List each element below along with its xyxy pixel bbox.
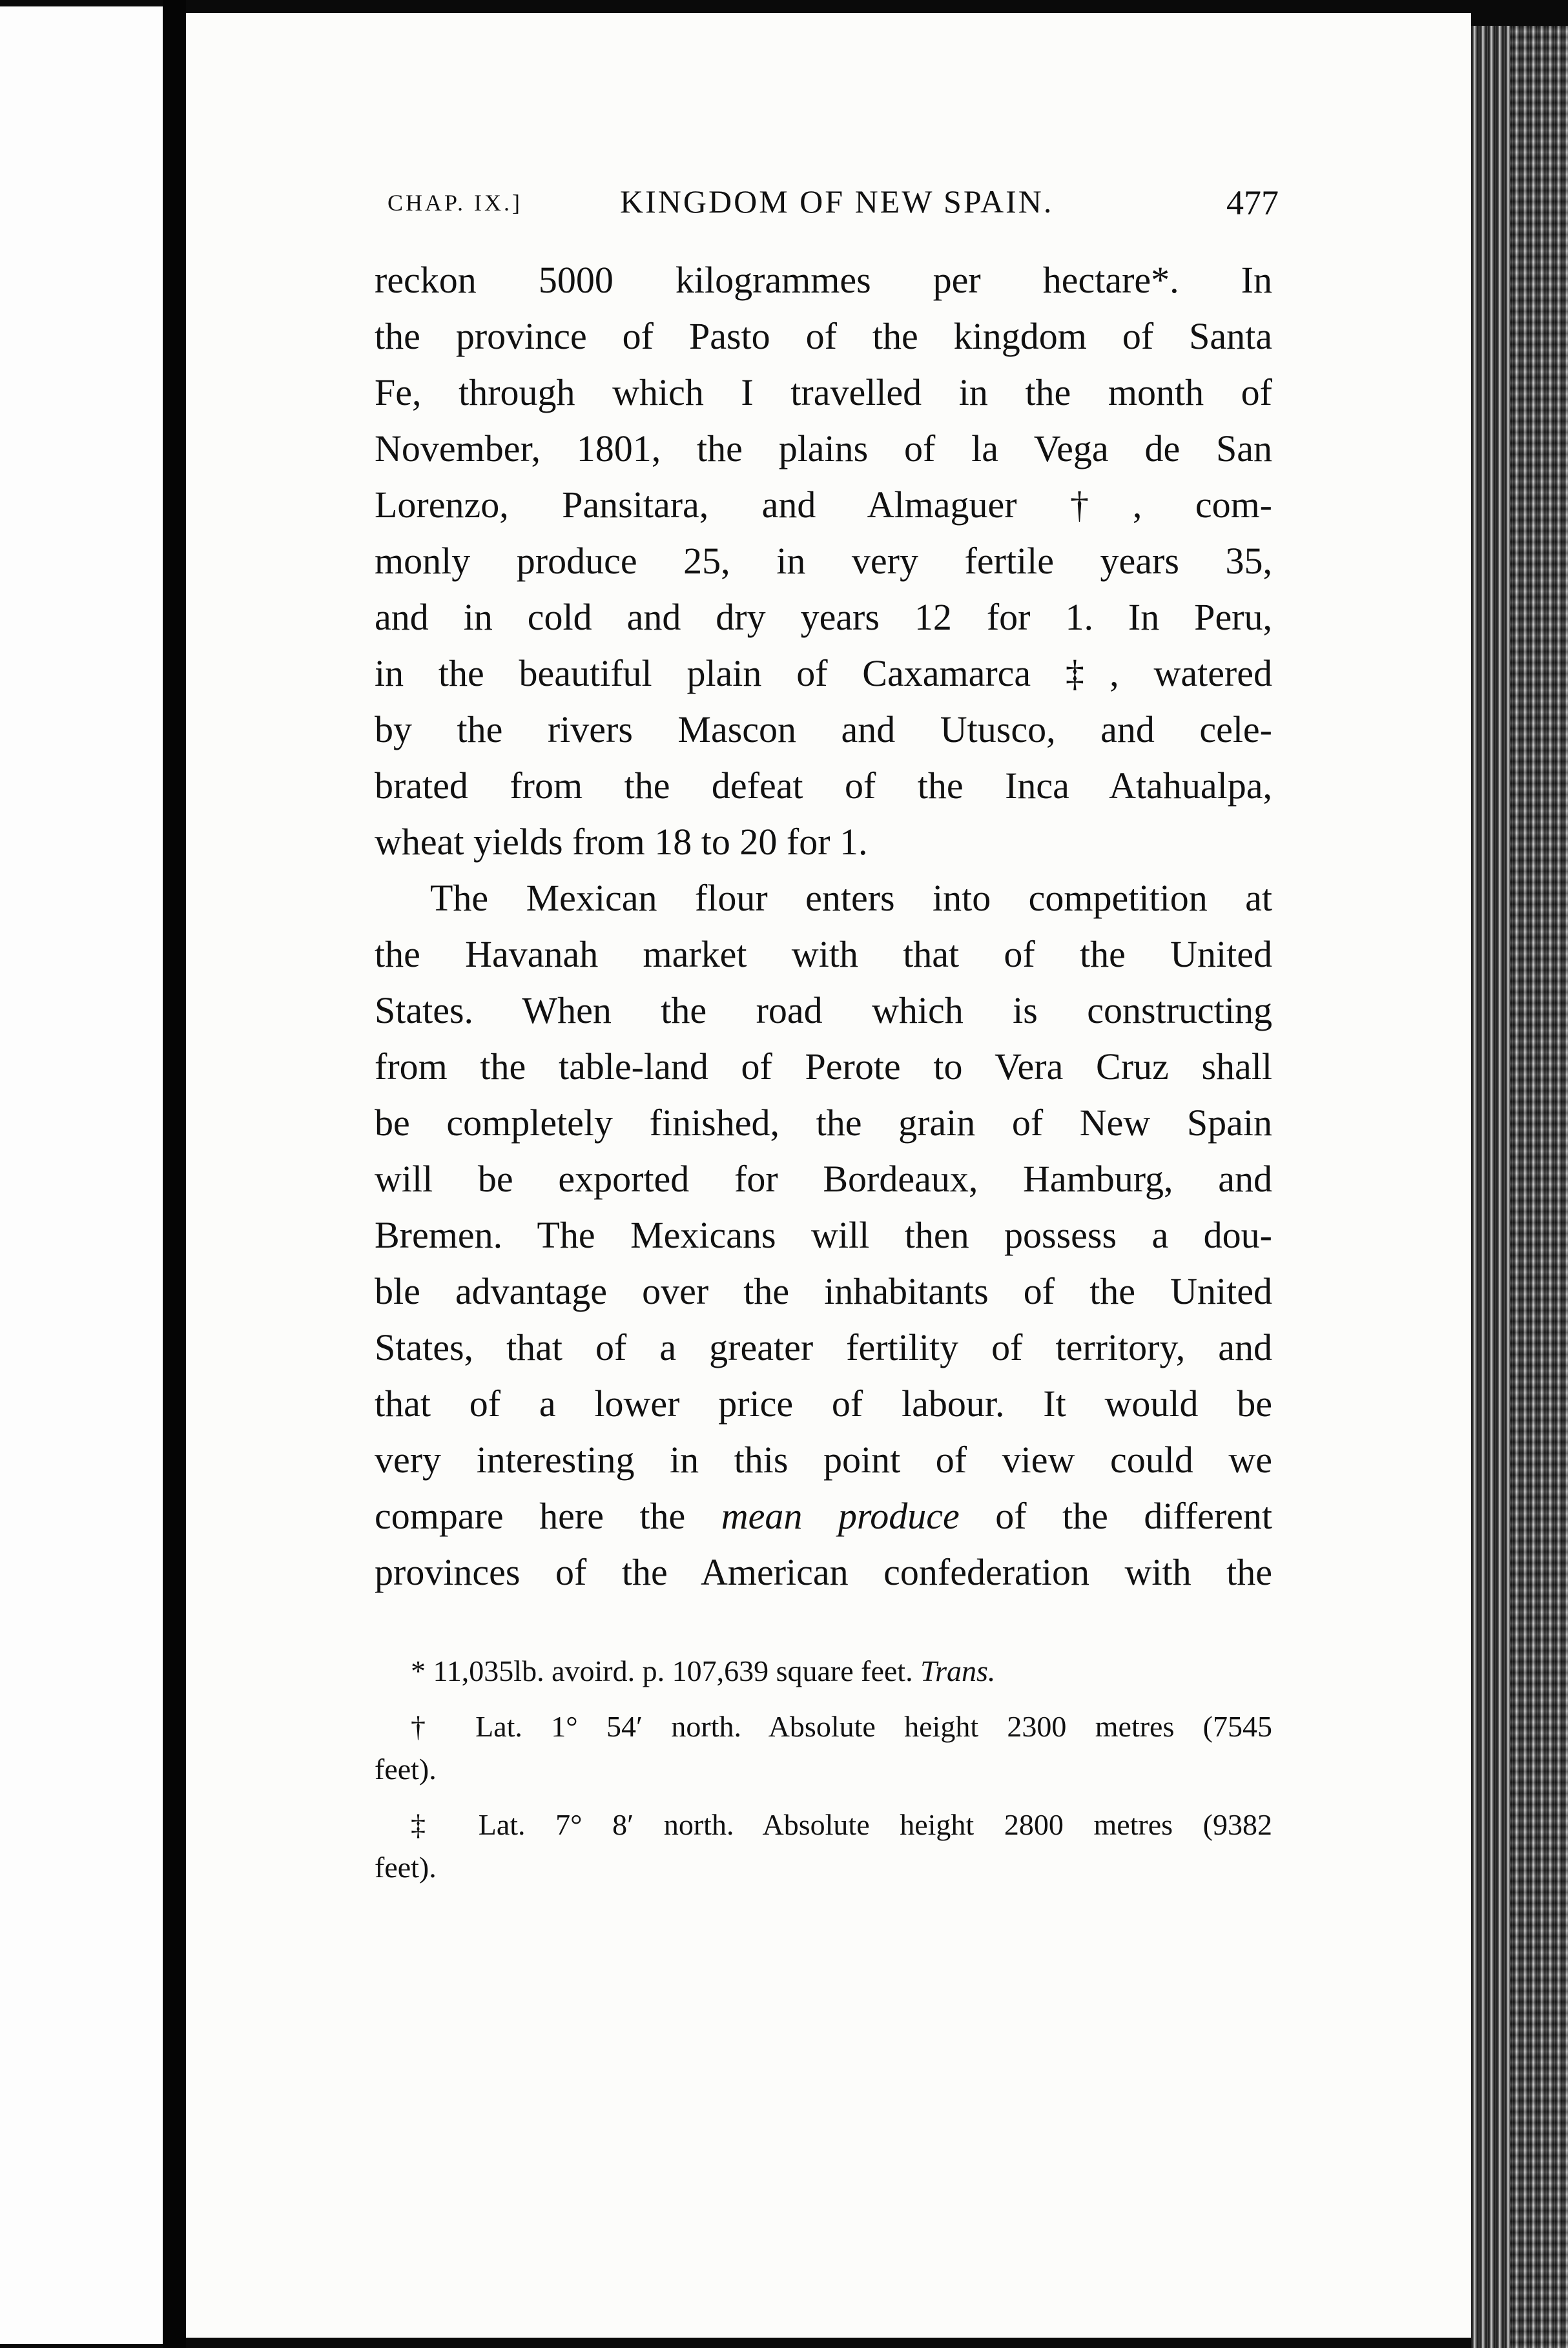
text-line: the province of Pasto of the kingdom of Santa bbox=[375, 315, 1272, 357]
text-line: in the beautiful plain of Caxamarca ‡, watered bbox=[375, 652, 1272, 694]
text-line: Lorenzo, Pansitara, and Almaguer †, com- bbox=[375, 484, 1272, 526]
text-line: monly produce 25, in very fertile years 35, bbox=[375, 540, 1272, 582]
text-line: by the rivers Mascon and Utusco, and cele- bbox=[375, 708, 1272, 750]
text-line: States, that of a greater fertility of territory, and bbox=[375, 1326, 1272, 1368]
line-part: of the different bbox=[995, 1495, 1272, 1537]
text-line: reckon 5000 kilogrammes per hectare*. In bbox=[375, 259, 1272, 301]
footnote-2: † Lat. 1° 54′ north. Absolute height 2300 metres (7545 bbox=[411, 1710, 1272, 1743]
italic-phrase: mean produce bbox=[721, 1495, 960, 1537]
book-gutter bbox=[163, 0, 186, 2348]
text-line: from the table-land of Perote to Vera Cruz shall bbox=[375, 1045, 1272, 1087]
paragraph-end-line: wheat yields from 18 to 20 for 1. bbox=[375, 821, 868, 863]
footnote-3-cont: feet). bbox=[375, 1851, 437, 1884]
text-line: brated from the defeat of the Inca Atahualpa, bbox=[375, 765, 1272, 807]
line-part: compare here the bbox=[375, 1495, 686, 1537]
text-line: that of a lower price of labour. It would be bbox=[375, 1383, 1272, 1425]
text-line: States. When the road which is constructing bbox=[375, 989, 1272, 1031]
text-line: Bremen. The Mexicans will then possess a dou- bbox=[375, 1214, 1272, 1256]
text-line: will be exported for Bordeaux, Hamburg, and bbox=[375, 1158, 1272, 1200]
body-text bbox=[375, 252, 1272, 1600]
facing-page-edge bbox=[0, 6, 165, 2344]
translator-mark: Trans. bbox=[920, 1654, 996, 1687]
chapter-label: CHAP. IX.] bbox=[387, 190, 523, 216]
text-line: the Havanah market with that of the United bbox=[375, 933, 1272, 975]
footnotes bbox=[375, 1650, 1272, 1889]
paragraph-start-line: The Mexican flour enters into competition at bbox=[430, 877, 1272, 919]
footnote-1-text: * 11,035lb. avoird. p. 107,639 square feet. bbox=[411, 1654, 913, 1687]
text-line: and in cold and dry years 12 for 1. In Peru, bbox=[375, 596, 1272, 638]
footnote-2-cont: feet). bbox=[375, 1753, 437, 1786]
text-line: very interesting in this point of view could we bbox=[375, 1439, 1272, 1481]
text-line: November, 1801, the plains of la Vega de San bbox=[375, 427, 1272, 469]
page-number: 477 bbox=[1226, 183, 1279, 222]
text-line: ble advantage over the inhabitants of the United bbox=[375, 1270, 1272, 1312]
text-line: Fe, through which I travelled in the month of bbox=[375, 371, 1272, 413]
footnote-1 bbox=[411, 1650, 1272, 1693]
running-title: KINGDOM OF NEW SPAIN. bbox=[620, 183, 1054, 220]
text-line-with-italic bbox=[375, 1488, 1272, 1544]
text-line: provinces of the American confederation with the bbox=[375, 1551, 1272, 1593]
footnote-3: ‡ Lat. 7° 8′ north. Absolute height 2800 metres (9382 bbox=[411, 1808, 1272, 1841]
page-edge-stack bbox=[1471, 26, 1568, 2348]
text-line: be completely finished, the grain of New Spain bbox=[375, 1102, 1272, 1144]
running-header bbox=[387, 183, 1279, 228]
